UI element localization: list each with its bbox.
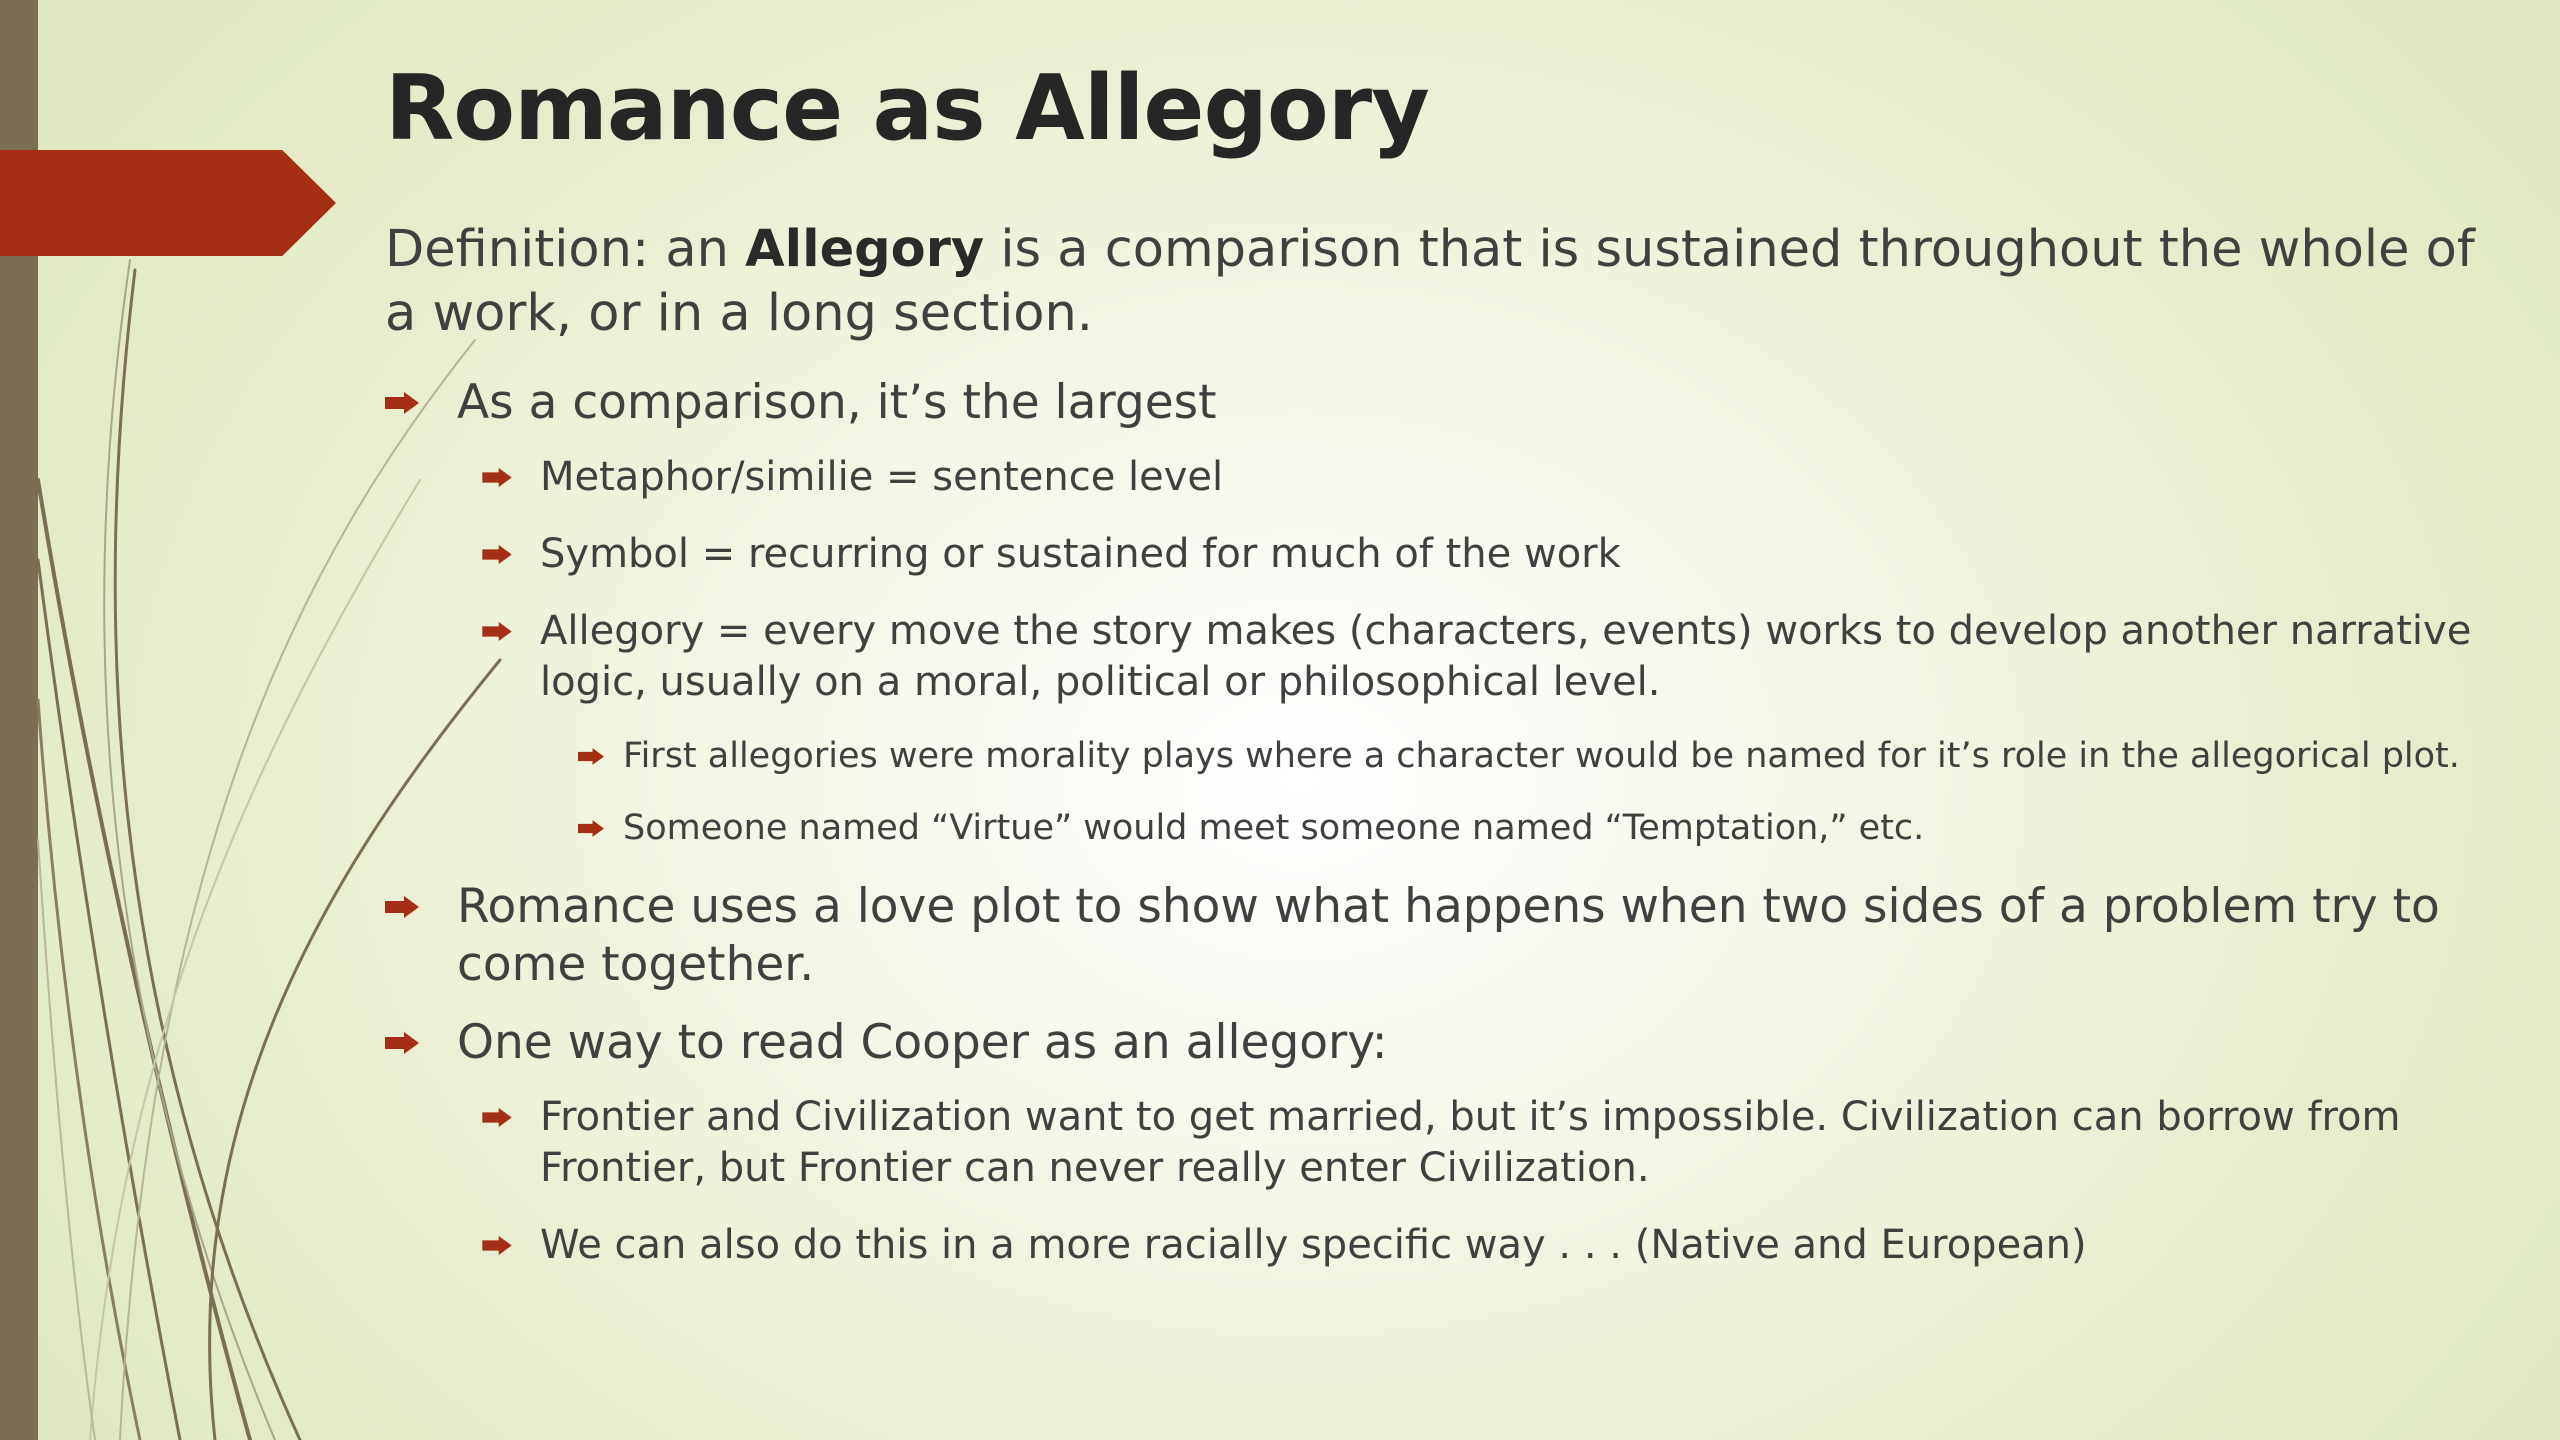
bullet-list (385, 374, 2515, 1271)
definition-paragraph (385, 218, 2515, 346)
red-arrow-tab (0, 150, 336, 256)
arrow-bullet-icon (385, 896, 419, 918)
arrow-bullet-icon (482, 1108, 512, 1127)
bullet-text: Frontier and Civilization want to get married, but it’s impossible. Civilization can borrow from Frontier, but Frontier can never really enter Civilization. (540, 1094, 2401, 1191)
bullet-item (385, 734, 2515, 778)
bullet-text: Metaphor/similie = sentence level (540, 454, 1224, 500)
arrow-bullet-icon (578, 820, 604, 837)
bullet-text: We can also do this in a more racially specific way . . . (Native and European) (540, 1222, 2087, 1268)
bullet-item (385, 878, 2515, 994)
slide-content (385, 218, 2515, 1297)
arrow-bullet-icon (482, 1236, 512, 1255)
bullet-text: As a comparison, it’s the largest (457, 375, 1217, 430)
arrow-bullet-icon (385, 1032, 419, 1054)
definition-suffix: is a comparison that is sustained throughout the whole of a work, or in a long section. (385, 220, 2475, 343)
bullet-item (385, 374, 2515, 432)
slide-title: Romance as Allegory (385, 56, 1429, 161)
bullet-text: Allegory = every move the story makes (characters, events) works to develop another narrative logic, usually on a moral, political or philosophical level. (540, 608, 2472, 705)
definition-prefix: Definition: an (385, 220, 746, 279)
arrow-bullet-icon (385, 392, 419, 414)
bullet-text: Symbol = recurring or sustained for much of the work (540, 531, 1621, 577)
bullet-item (385, 606, 2515, 708)
bullet-item (385, 1220, 2515, 1271)
arrow-bullet-icon (482, 545, 512, 564)
bullet-text: One way to read Cooper as an allegory: (457, 1015, 1388, 1070)
bullet-item (385, 1092, 2515, 1194)
definition-term: Allegory (745, 220, 985, 279)
bullet-text: First allegories were morality plays where a character would be named for it’s role in the allegorical plot. (623, 736, 2460, 776)
bullet-text: Romance uses a love plot to show what happens when two sides of a problem try to come together. (457, 879, 2440, 992)
arrow-bullet-icon (578, 748, 604, 765)
bullet-item (385, 1014, 2515, 1072)
bullet-item (385, 452, 2515, 503)
bullet-item (385, 529, 2515, 580)
bullet-item (385, 806, 2515, 850)
bullet-text: Someone named “Virtue” would meet someone named “Temptation,” etc. (623, 808, 1925, 848)
arrow-bullet-icon (482, 468, 512, 487)
arrow-bullet-icon (482, 622, 512, 641)
